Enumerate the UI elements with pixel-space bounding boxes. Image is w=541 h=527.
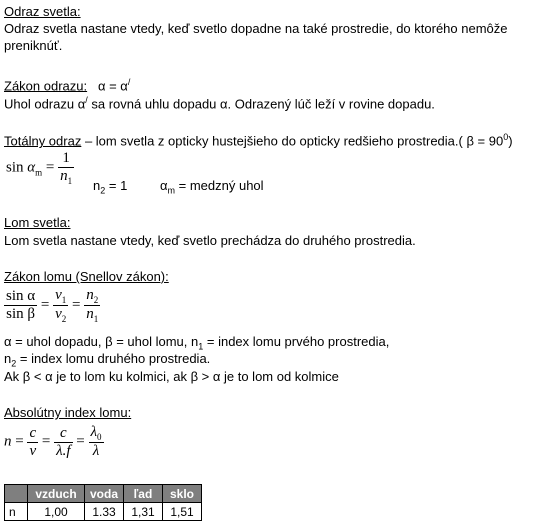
eq-alpha-sub: m — [35, 167, 43, 178]
abs-fraction-c-v: $\frac{c}{v}$ — [29, 424, 37, 459]
absolute-index-equation: n = $\frac{c}{v}$ = $\frac{c}{\lambda.f}$ = $\frac{\lambda_0}{\lambda}$ — [4, 424, 102, 459]
eq-alpha: α — [27, 159, 36, 176]
refraction-heading: Lom svetla: — [4, 215, 71, 230]
table-cell: 1.33 — [85, 503, 124, 521]
table-header-cell — [5, 485, 28, 503]
total-reflection-heading: Totálny odraz — [4, 133, 82, 149]
table-header-cell: ľad — [124, 485, 163, 503]
total-reflection-close: ) — [508, 133, 513, 149]
refractive-index-table — [4, 484, 202, 521]
eq-fraction — [58, 150, 74, 186]
snell-heading: Zákon lomu (Snellov zákon): — [4, 269, 169, 284]
n2-value: $n_2 = 1$ — [93, 178, 128, 196]
eq-denominator: $n_1$ — [60, 168, 73, 186]
abs-fraction-lambda: $\frac{\lambda_0}{\lambda}$ — [90, 424, 102, 459]
reflection-text-2: preniknúť. — [4, 38, 63, 53]
total-reflection-degree: 0 — [503, 132, 509, 142]
critical-angle-label: $\alpha_m$ = medzný uhol — [160, 178, 264, 196]
refraction-text: Lom svetla nastane vtedy, keď svetlo prechádza do druhého prostredia. — [4, 233, 416, 248]
table-cell: 1,51 — [163, 503, 202, 521]
snell-line-1: α = uhol dopadu, β = uhol lomu, $n_1$ = index lomu prvého prostredia, — [4, 334, 390, 352]
reflection-heading: Odraz svetla: — [4, 4, 81, 19]
snell-fraction-v: $\frac{v_1}{v_2}$ — [55, 287, 67, 324]
reflection-law-text-a: Uhol odrazu α — [4, 96, 86, 112]
reflection-law-text — [4, 93, 435, 111]
reflection-text: Odraz svetla nastane vtedy, keď svetlo dopadne na také prostredie, do ktorého nemôže — [4, 21, 508, 36]
abs-fraction-c-lf: $\frac{c}{\lambda.f}$ — [56, 424, 71, 459]
table-cell: 1,31 — [124, 503, 163, 521]
reflection-law-prime: / — [127, 77, 131, 87]
snell-equation: $\frac{\text{sin α}}{\text{sin β}}$ = $\frac{v_1}{v_2}$ = $\frac{n_2}{n_1}$ — [6, 287, 99, 324]
total-reflection-text: – lom svetla z opticky hustejšieho do opticky redšieho prostredia.( β = 90 — [81, 133, 504, 149]
table-row-label: n — [5, 503, 28, 521]
reflection-law-formula: α = α — [97, 78, 128, 94]
snell-line-3: Ak β < α je to lom ku kolmici, ak β > α je to lom od kolmice — [4, 369, 339, 384]
reflection-law-line — [4, 75, 130, 93]
snell-line-2: $n_2$ = index lomu druhého prostredia. — [4, 351, 211, 369]
snell-fraction-sin: $\frac{\text{sin α}}{\text{sin β}}$ — [6, 288, 36, 322]
table-header-cell: vzduch — [28, 485, 85, 503]
reflection-law-text-b: sa rovná uhlu dopadu α. Odrazený lúč leží v rovine dopadu. — [87, 96, 435, 112]
table-header-cell: sklo — [163, 485, 202, 503]
eq-numerator: 1 — [62, 150, 70, 166]
reflection-law-heading: Zákon odrazu: — [4, 78, 88, 94]
absolute-index-heading: Absolútny index lomu: — [4, 405, 132, 420]
eq-sin: sin — [6, 159, 24, 176]
reflection-law-text-prime: / — [85, 95, 88, 105]
table-header-row — [5, 485, 202, 503]
snell-fraction-n: $\frac{n_2}{n_1}$ — [86, 287, 99, 324]
table-cell: 1,00 — [28, 503, 85, 521]
total-reflection-line — [4, 130, 513, 148]
table-header-cell: voda — [85, 485, 124, 503]
critical-angle-equation: $\sin \alpha_m$ = $\frac{1}{n_1}$ — [6, 150, 73, 186]
table-row — [5, 503, 202, 521]
